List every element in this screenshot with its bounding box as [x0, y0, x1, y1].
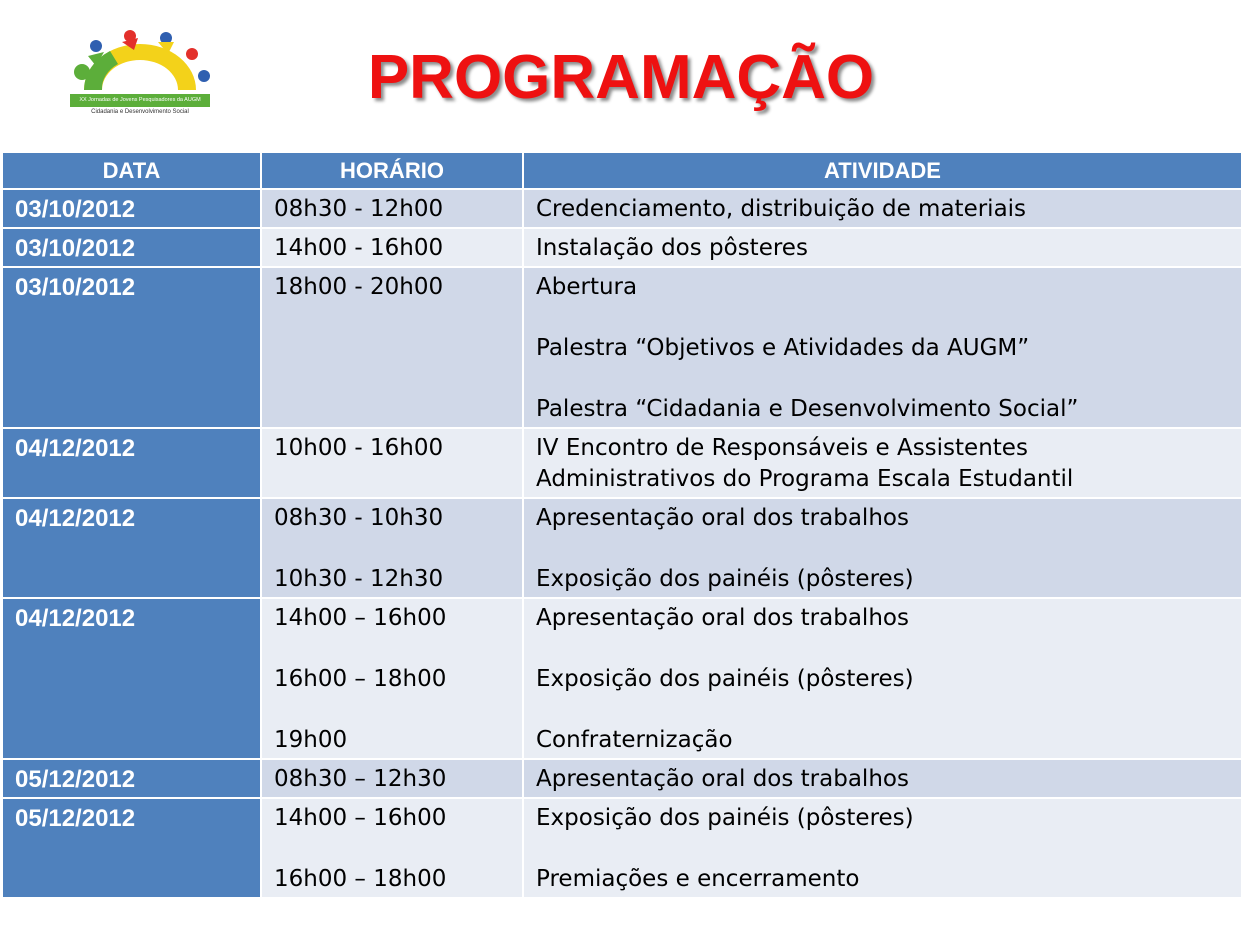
activity-text: Apresentação oral dos trabalhos [536, 766, 909, 792]
activity-text: Apresentação oral dos trabalhos [536, 505, 909, 531]
table-row [2, 598, 1242, 759]
activity-cell [523, 598, 1242, 759]
activity-cell [523, 189, 1242, 228]
activity-text: Administrativos do Programa Escala Estudantil [536, 466, 1074, 492]
page-title: PROGRAMAÇÃO [367, 43, 875, 112]
activity-cell [523, 228, 1242, 267]
time-text: 14h00 – 16h00 [274, 605, 447, 631]
time-text: 10h30 - 12h30 [274, 566, 444, 592]
time-cell [261, 798, 523, 898]
activity-text: Premiações e encerramento [536, 866, 860, 892]
activity-cell [523, 428, 1242, 498]
table-row [2, 798, 1242, 898]
time-cell [261, 598, 523, 759]
date-cell: 04/12/2012 [2, 598, 261, 759]
activity-cell [523, 759, 1242, 798]
header-atividade: ATIVIDADE [523, 152, 1242, 189]
time-text: 14h00 - 16h00 [274, 235, 444, 261]
time-text: 16h00 – 18h00 [274, 666, 447, 692]
time-cell [261, 428, 523, 498]
date-cell: 04/12/2012 [2, 428, 261, 498]
time-text: 16h00 – 18h00 [274, 866, 447, 892]
activity-text: Exposição dos painéis (pôsteres) [536, 805, 914, 831]
activity-text: Apresentação oral dos trabalhos [536, 605, 909, 631]
activity-text: Palestra “Cidadania e Desenvolvimento Social” [536, 396, 1079, 422]
activity-text: Credenciamento, distribuição de materiais [536, 196, 1027, 222]
time-cell [261, 759, 523, 798]
activity-text: IV Encontro de Responsáveis e Assistentes [536, 435, 1028, 461]
time-cell [261, 228, 523, 267]
logo-caption-top: XX Jornadas de Jovens Pesquisadores da AUGM [70, 94, 210, 107]
schedule-table [1, 151, 1242, 899]
header-data: DATA [2, 152, 261, 189]
date-cell: 03/10/2012 [2, 267, 261, 428]
date-cell: 05/12/2012 [2, 798, 261, 898]
table-row [2, 759, 1242, 798]
time-text: 19h00 [274, 727, 348, 753]
activity-text: Palestra “Objetivos e Atividades da AUGM” [536, 335, 1030, 361]
time-text: 08h30 – 12h30 [274, 766, 447, 792]
table-row [2, 498, 1242, 598]
activity-text: Confraternização [536, 727, 733, 753]
activity-cell [523, 267, 1242, 428]
header-horario: HORÁRIO [261, 152, 523, 189]
table-row [2, 428, 1242, 498]
activity-text: Instalação dos pôsteres [536, 235, 808, 261]
time-text: 18h00 - 20h00 [274, 274, 444, 300]
time-text: 14h00 – 16h00 [274, 805, 447, 831]
activity-cell [523, 498, 1242, 598]
activity-text: Exposição dos painéis (pôsteres) [536, 566, 914, 592]
table-row [2, 228, 1242, 267]
time-text: 10h00 - 16h00 [274, 435, 444, 461]
date-cell: 03/10/2012 [2, 189, 261, 228]
header-row [2, 152, 1242, 189]
date-cell: 05/12/2012 [2, 759, 261, 798]
logo-caption-bottom: Cidadania e Desenvolvimento Social [91, 109, 189, 115]
activity-text: Exposição dos painéis (pôsteres) [536, 666, 914, 692]
time-cell [261, 189, 523, 228]
table-row [2, 189, 1242, 228]
time-cell [261, 498, 523, 598]
time-text: 08h30 - 10h30 [274, 505, 444, 531]
activity-text: Abertura [536, 274, 638, 300]
table-row [2, 267, 1242, 428]
activity-cell [523, 798, 1242, 898]
date-cell: 03/10/2012 [2, 228, 261, 267]
date-cell: 04/12/2012 [2, 498, 261, 598]
time-text: 08h30 - 12h00 [274, 196, 444, 222]
time-cell [261, 267, 523, 428]
